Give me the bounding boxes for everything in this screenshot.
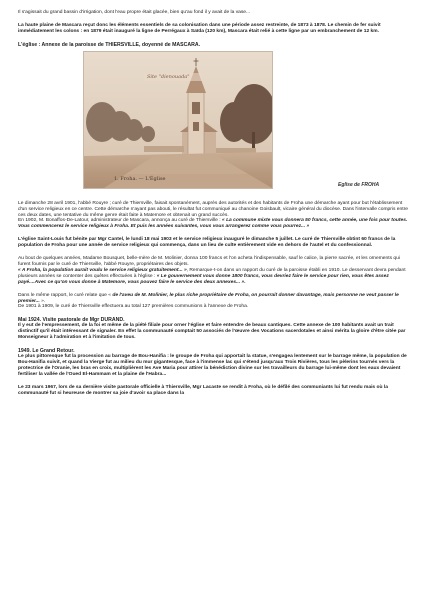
section-title-mai-1924: Mai 1924. Visite pastorale de Mgr DURAND. [18,317,125,324]
paragraph-bousquet: Au bout de quelques années, Madame Bousquet, belle-mère de M. Molinier, donna 100 francs et l'on acheta l'indispensable, sauf le calice, la pierre sacrée, et les ornements qui furent fournis par le curé de Thiersville, l'abbé Rouyre, propriétaires des objets. [18,256,400,267]
paragraph-procession: Le plus pittoresque fut la procession au barrage de Bou-Hanifia : le groupe de Froha qui apportait la statue, s'engagea lentement sur le barrage même, la population de Bou-Hanifia suivit, et quand la Vierge fut au milieu du mur gigantesque, face à l'immense lac qui s'étend jusqu'aux Trois Rivières, tous les pèlerins tournés vers la protectrice de l'Oranie, les bras en croix, multiplièrent les Ave Maria pour attirer la bénédiction divine sur les travailleurs du barrage lui-même dont les eaux devaient fertiliser la vallée de l'Oued El-Hammam et la plaine de l'Habra... [18,354,407,377]
paragraph-1902 [18,218,410,230]
paragraph-1967: Le 23 mars 1967, lors de sa dernière visite pastorale officielle à Thiersville, Mgr Lacaste se rendit à Froha, où le défilé des communiants lui fut rendu mais où la communauté fut si heureuse de montrer sa joie d'avoir sa place dans la [18,384,388,396]
quote-population: « A Froha, la population aurait voulu le service religieux gratuitement... » [18,267,187,273]
quote-molinier: de l'aveu de M. Molinier, le plus riche propriétaire de Froha, on pourrait donner davantage, mais personne ne veut passer le premier... [18,292,399,304]
paragraph-communions: De 1901 à 1909, le curé de Thiersville effectuera au total 127 premières communions à l'annexe de Froha. [18,304,249,310]
paragraph-rapport-1910 [18,268,410,286]
quote-gouvernement: « Le gouvernement vous donne 1800 francs, vous devriez faire le service pour rien, vous êtes assez payé....Avec ce qu'on vous donne à Matemore, vous pouvez faire le service des deux annexes... ». [18,273,389,285]
section-title-eglise: L'église : Annexe de la paroisse de THIERSVILLE, doyenné de MASCARA. [18,41,201,48]
paragraph-1902-text: En 1902, M. Bonaffos-De-Latour, administrateur de Mascara, annonça au curé de Thiersville : [18,218,222,224]
paragraph-1901: Le dimanche 28 avril 1901, l'abbé Rouyre ; curé de Thiersville, faisait spontanément, auprès des autorités et des habitants de Froha une démarche ayant pour but l'établissement d'un service religieux en ce centre. Cette démarche n'ayant pas abouti, le résultat fut communiqué au chanoine Goisbault, vicaire général du diocèse. Dans l'intervalle compris entre ces deux dates, une tentative du même genre était faite à Matemore et obtenait un grand succès. [18,200,408,218]
paragraph-saint-louis: L'église Saint-Louis fut bénite par Mgr Cantel, le lundi 18 mai 1903 et le service religieux inauguré le dimanche 5 juillet. Le curé de Thiersville obtint 60 francs de la population de Froha pour une année de service religieux qui commença, dans un lieu de culte entièrement vide en dehors de l'autel et du confessionnal. [18,237,396,249]
paragraph-visite-1924: Il y eut de l'empressement, de la foi et même de la piété filiale pour orner l'église et faire entendre de beaux cantiques. Cette annexe de 100 habitants avait un trait distinctif qu'il était intéressant de signaler. En effet la communauté comptait 50 associés de l'œuvre des Vocations sacerdotales et ainsi mérita la gloire d'être citée par Monseigneur à l'admiration et à l'imitation de tous. [18,323,406,341]
paragraph-rapport-text: , Remarque-t-on dans un rapport du curé de la paroisse établi en 1910. Le desservant devra pendant plusieurs années se contenter des quêtes effectuées à l'église : [18,267,406,279]
photo-block [18,51,410,201]
paragraph-molinier-end: ». [39,298,46,304]
paragraph-bassin: Il s'agissait du grand bassin d'irrigation, dont l'eau propre était glacée, bien qu'au fond il y avait de la vase... [18,10,251,15]
photo-sign-text: Site "dienouada" [147,73,190,80]
paragraph-molinier-start: Dans le même rapport, le curé relate que « [18,292,113,298]
postcard-caption: 1. Froha. — L'Église [114,175,166,182]
document-page [18,10,410,396]
photo-credit: Eglise de FROHA [338,181,380,188]
paragraph-molinier [18,293,410,305]
paragraph-plaine-mascara: La haute plaine de Mascara reçut donc les éléments essentiels de sa colonisation dans une période assez restreinte, de 1873 à 1878. Le chemin de fer suivit immédiatement les colons : en 1879 était inauguré la ligne de Perrégaux à Saïda (120 km), Mascara était relié à cette ligne par un embranchement de 12 km. [18,22,381,34]
church-postcard-illustration [84,52,272,188]
section-title-grand-retour: 1949. Le Grand Retour. [18,348,75,355]
quote-administrateur: « La commune mixte vous donnera 50 francs, cette année, une fois pour toutes. Vous commencerez le service religieux à Froha. Et puis les années suivantes, vous vous arrangerez comme vous pourrez... » [18,218,408,230]
church-photo [83,51,273,189]
